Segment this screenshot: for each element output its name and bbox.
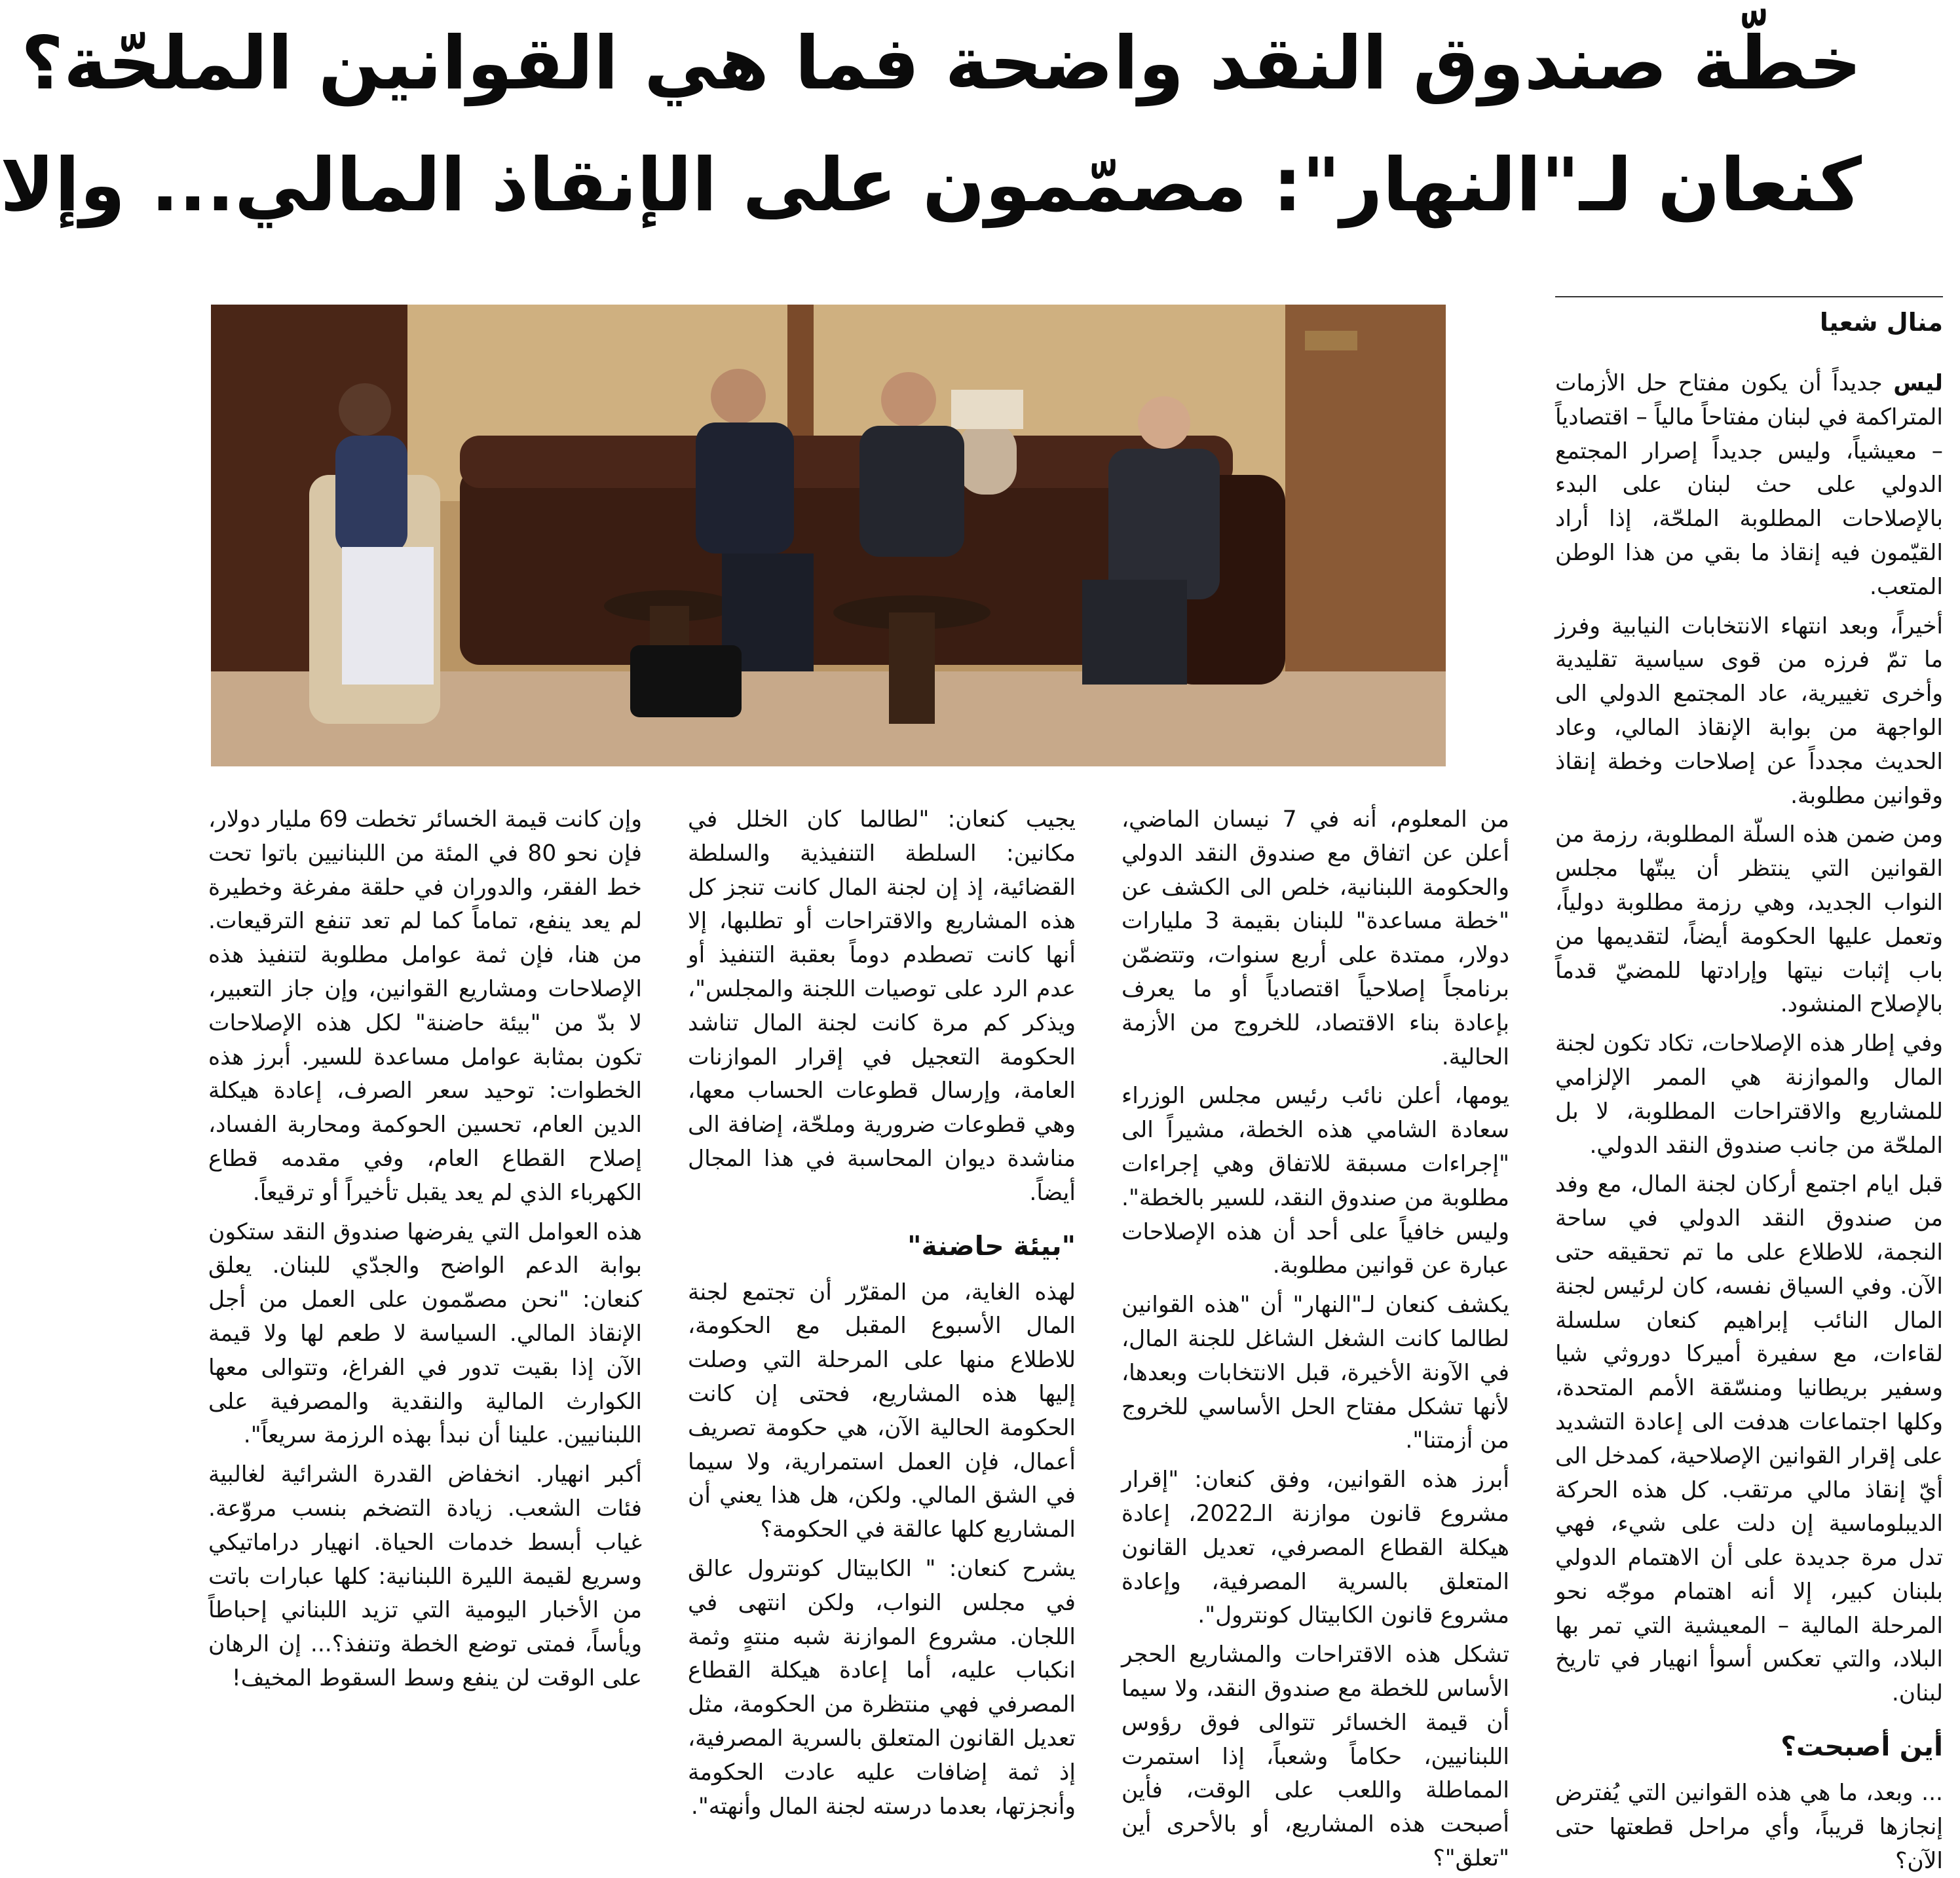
paragraph: أخيراً، وبعد انتهاء الانتخابات النيابية وفرز ما تمّ فرزه من قوى سياسية تقليدية وأخرى تغييرية، عاد المجتمع الدولي الى الواجهة من بوابة الإنقاذ المالي، وعاد الحديث مجدداً عن إصلاحات وخطة إنقاذ وقوانين مطلوبة. [1555, 612, 1943, 809]
paragraph: ... وبعد، ما هي هذه القوانين التي يُفترض إنجازها قريباً، وأي مراحل قطعتها حتى الآن؟ [1555, 1780, 1943, 1874]
article-column-4 [208, 803, 642, 1845]
byline-rule [1555, 296, 1943, 297]
byline: منال شعيا [1819, 308, 1943, 337]
paragraph: يومها، أعلن نائب رئيس مجلس الوزراء سعادة الشامي هذه الخطة، مشيراً الى "إجراءات مسبقة للاتفاق وهي إجراءات مطلوبة من صندوق النقد، للسير بالخطة". وليس خافياً على أحد أن هذه الإصلاحات عبارة عن قوانين مطلوبة. [1121, 1083, 1509, 1279]
paragraph-text: جديداً أن يكون مفتاح حل الأزمات المتراكمة في لبنان مفتاحاً مالياً – اقتصادياً – معيشياً، وليس جديداً إصرار المجتمع الدولي على حث لبنان على البدء بالإصلاحات المطلوبة الملحّة، إذا أراد القيّمون فيه إنقاذ ما بقي من هذا الوطن المتعب. [1555, 370, 1943, 600]
paragraph: وإن كانت قيمة الخسائر تخطت 69 مليار دولار، فإن نحو 80 في المئة من اللبنانيين باتوا تحت خط الفقر، والدوران في حلقة مفرغة وخطيرة لم يعد ينفع، تماماً كما لم تعد تنفع الترقيعات. من هنا، فإن ثمة عوامل مطلوبة لتنفيذ هذه الإصلاحات ومشاريع القوانين، وإن جاز التعبير، لا بدّ من "بيئة حاضنة" لكل هذه الإصلاحات تكون بمثابة عوامل مساعدة للسير. أبرز هذه الخطوات: توحيد سعر الصرف، إعادة هيكلة الدين العام، تحسين الحوكمة ومحاربة الفساد، إصلاح القطاع العام، وفي مقدمه قطاع الكهرباء الذي لم يعد يقبل تأخيراً أو ترقيعاً. [208, 806, 642, 1206]
subheading: "بيئة حاضنة" [907, 1230, 1076, 1262]
headline-line-2: كنعان لـ"النهار": مصمّمون على الإنقاذ المالي... وإلا [0, 143, 1862, 228]
paragraph: أبرز هذه القوانين، وفق كنعان: "إقرار مشروع قانون موازنة الـ2022، إعادة هيكلة القطاع المصرفي، تعديل القانون المتعلق بالسرية المصرفية، وإعادة مشروع قانون الكابيتال كونترول". [1121, 1467, 1509, 1629]
paragraph: يشرح كنعان: " الكابيتال كونترول عالق في مجلس النواب، ولكن انتهى في اللجان. مشروع الموازنة شبه منتهٍ وثمة انكباب عليه، أما إعادة هيكلة القطاع المصرفي فهي منتظرة من الحكومة، مثل تعديل القانون المتعلق بالسرية المصرفية، إذ ثمة إضافات عليه عادت الحكومة وأنجزتها، بعدما درسته لجنة المال وأنهته". [688, 1555, 1076, 1820]
paragraph: قبل ايام اجتمع أركان لجنة المال، مع وفد من صندوق النقد الدولي في ساحة النجمة، للاطلاع على ما تم تحقيقه حتى الآن. وفي السياق نفسه، كان لرئيس لجنة المال النائب إبراهيم كنعان سلسلة لقاءات، مع سفيرة أميركا دوروثي شيا وسفير بريطانيا ومنسّقة الأمم المتحدة، وكلها اجتماعات هدفت الى إعادة التشديد على إقرار القوانين الإصلاحية، كمدخل الى أيّ إنقاذ مالي مرتقب. كل هذه الحركة الديبلوماسية إن دلت على شيء، فهي تدل مرة جديدة على أن الاهتمام الدولي بلبنان كبير، إلا أنه اهتمام موجّه نحو المرحلة المالية – المعيشية التي تمر بها البلاد، والتي تعكس أسوأ انهيار في تاريخ لبنان. [1555, 1171, 1943, 1707]
paragraph: يكشف كنعان لـ"النهار" أن "هذه القوانين لطالما كانت الشغل الشاغل للجنة المال، في الآونة الأخيرة، قبل الانتخابات وبعدها، لأنها تشكل مفتاح الحل الأساسي للخروج من أزمتنا". [1121, 1292, 1509, 1454]
paragraph [1555, 367, 1943, 605]
paragraph: لهذه الغاية، من المقرّر أن تجتمع لجنة المال الأسبوع المقبل مع الحكومة، للاطلاع منها على المرحلة التي وصلت إليها هذه المشاريع، فحتى إن كانت الحكومة الحالية الآن، هي حكومة تصريف أعمال، فإن العمل استمرارية، ولا سيما في الشق المالي. ولكن، هل هذا يعني أن المشاريع كلها عالقة في الحكومة؟ [688, 1279, 1076, 1543]
paragraph: من المعلوم، أنه في 7 نيسان الماضي، أعلن عن اتفاق مع صندوق النقد الدولي والحكومة اللبنانية، خلص الى الكشف عن "خطة مساعدة" للبنان بقيمة 3 مليارات دولار، ممتدة على أربع سنوات، وتتضمّن برنامجاً إصلاحياً اقتصادياً أو ما يعرف بإعادة بناء الاقتصاد، للخروج من الأزمة الحالية. [1121, 806, 1510, 1070]
lead-word: ليس [1893, 370, 1943, 396]
paragraph: تشكل هذه الاقتراحات والمشاريع الحجر الأساس للخطة مع صندوق النقد، ولا سيما أن قيمة الخسائر تتوالى فوق رؤوس اللبنانيين، حكاماً وشعباً، إذا استمرت المماطلة واللعب على الوقت، فأين أصبحت هذه المشاريع، أو بالأحرى أين "تعلق"؟ [1121, 1642, 1509, 1871]
article-column-3 [688, 803, 1076, 1845]
article-column-1 [1555, 367, 1943, 1874]
paragraph: أكبر انهيار. انخفاض القدرة الشرائية لغالبية فئات الشعب. زيادة التضخم بنسب مروّعة. غياب أبسط خدمات الحياة. انهيار دراماتيكي وسريع لقيمة الليرة اللبنانية: كلها عبارات باتت من الأخبار اليومية التي تزيد اللبناني إحباطاً ويأساً، فمتى توضع الخطة وتنفذ؟... إن الرهان على الوقت لن ينفع وسط السقوط المخيف! [208, 1461, 642, 1691]
paragraph: ومن ضمن هذه السلّة المطلوبة، رزمة من القوانين التي ينتظر أن يبتّها مجلس النواب الجديد، وهي رزمة مطلوبة دولياً، وتعمل عليها الحكومة أيضاً، لتقديمها من باب إثبات نيتها وإرادتها للمضيّ قدماً بالإصلاح المنشود. [1555, 821, 1943, 1018]
paragraph: وفي إطار هذه الإصلاحات، تكاد تكون لجنة المال والموازنة هي الممر الإلزامي للمشاريع والاقتراحات المطلوبة، لا بل الملحّة من جانب صندوق النقد الدولي. [1555, 1030, 1943, 1159]
meeting-photo [211, 305, 1446, 766]
headline-line-1: خطّة صندوق النقد واضحة فما هي القوانين الملحّة؟ [21, 21, 1862, 106]
article-column-2 [1121, 803, 1510, 1871]
paragraph: يجيب كنعان: "لطالما كان الخلل في مكانين: السلطة التنفيذية والسلطة القضائية، إذ إن لجنة المال كانت تنجز كل هذه المشاريع والاقتراحات أو تطلبها، إلا أنها كانت تصطدم دوماً بعقبة التنفيذ أو عدم الرد على توصيات اللجنة والمجلس"، ويذكر كم مرة كانت لجنة المال تناشد الحكومة التعجيل في إقرار الموازنات العامة، وإرسال قطوعات الحساب معها، وهي قطوعات ضرورية وملحّة، إضافة الى مناشدة ديوان المحاسبة في هذا المجال أيضاً. [688, 806, 1076, 1206]
subheading: أين أصبحت؟ [1781, 1731, 1943, 1763]
paragraph: هذه العوامل التي يفرضها صندوق النقد ستكون بوابة الدعم الواضح والجدّي للبنان. يعلق كنعان: "نحن مصمّمون على العمل من أجل الإنقاذ المالي. السياسة لا طعم لها ولا قيمة الآن إذا بقيت تدور في الفراغ، وتتوالى معها الكوارث المالية والنقدية والمصرفية على اللبنانيين. علينا أن نبدأ بهذه الرزمة سريعاً". [208, 1218, 642, 1449]
